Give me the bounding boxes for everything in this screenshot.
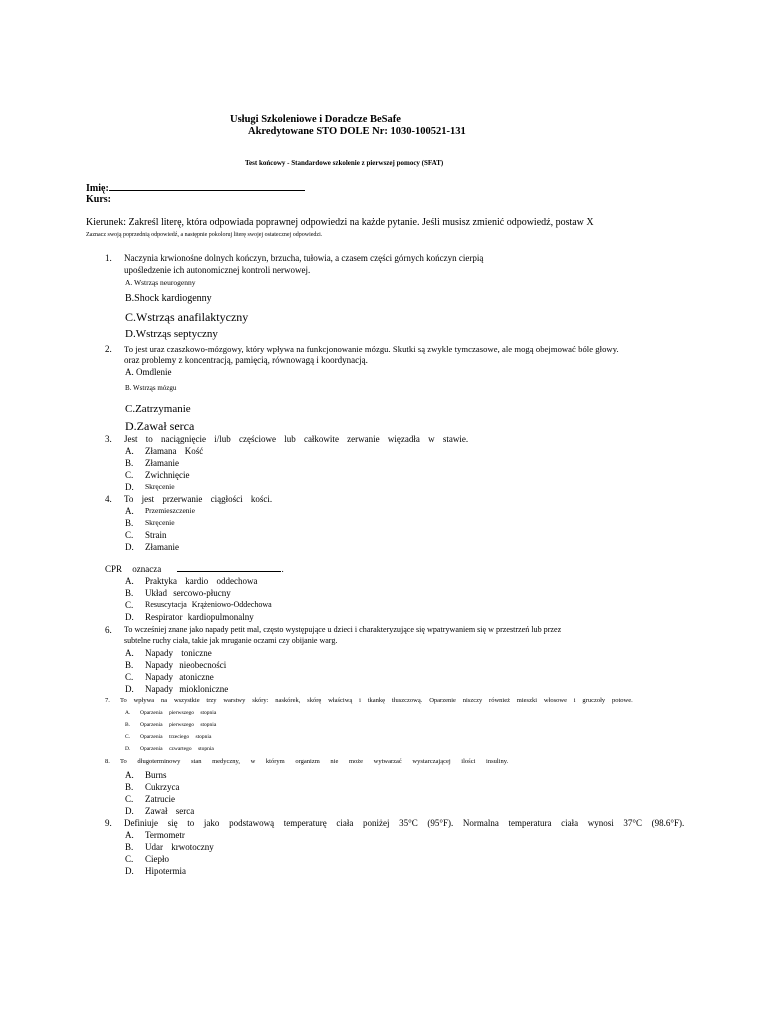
- answer-option[interactable]: Praktyka kardio oddechowa: [145, 576, 258, 586]
- answer-option[interactable]: Skręcenie: [145, 482, 175, 491]
- answer-option[interactable]: B.Shock kardiogenny: [125, 293, 212, 304]
- answer-option[interactable]: Przemieszczenie: [145, 506, 195, 515]
- option-letter: C.: [125, 600, 134, 610]
- instructions-sub: Zaznacz swoją poprzednią odpowiedź, a następnie pokoloruj literę swojej ostatecznej odpowiedzi.: [86, 232, 323, 238]
- answer-option[interactable]: Zawał serca: [145, 806, 195, 816]
- question-number: 9.: [105, 818, 112, 828]
- answer-option[interactable]: Strain: [145, 530, 167, 540]
- answer-option[interactable]: C.Zatrzymanie: [125, 403, 191, 415]
- option-letter: B.: [125, 588, 134, 598]
- answer-option[interactable]: Złamanie: [145, 458, 179, 468]
- answer-option[interactable]: Zwichnięcie: [145, 470, 190, 480]
- answer-option[interactable]: Oparzenia pierwszego stopnia: [140, 722, 217, 728]
- question-number: 3.: [105, 434, 112, 444]
- option-letter: D.: [125, 806, 134, 816]
- accreditation-line: Akredytowane STO DOLE Nr: 1030-100521-131: [248, 126, 466, 137]
- option-letter: D.: [125, 612, 134, 622]
- answer-blank[interactable]: [177, 563, 281, 572]
- question-text-cont: subtelne ruchy ciała, takie jak mruganie oczami czy obijanie warg.: [124, 636, 338, 645]
- question-number: 1.: [105, 253, 112, 263]
- question-text: To wpływa na wszystkie trzy warstwy skóry: naskórek, skórę właściwą i tkankę tłuszczową. Oparzenie niszczy również mieszki włosowe i gruczoły potowe.: [120, 697, 633, 704]
- question-number: 8.: [105, 758, 110, 765]
- answer-option[interactable]: Cukrzyca: [145, 782, 180, 792]
- question-text: Jest to naciągnięcie i/lub częściowe lub całkowite zerwanie więzadła w stawie.: [124, 434, 469, 444]
- answer-option[interactable]: D.Zawał serca: [125, 419, 195, 433]
- question-number: 4.: [105, 494, 112, 504]
- answer-option[interactable]: Resuscytacja Krążeniowo-Oddechowa: [145, 600, 272, 609]
- answer-option[interactable]: D.Wstrząs septyczny: [125, 328, 218, 340]
- answer-option[interactable]: Zatrucie: [145, 794, 175, 804]
- question-text-cont: upośledzenie ich autonomicznej kontroli nerwowej.: [124, 265, 311, 275]
- option-letter: D.: [125, 866, 134, 876]
- option-letter: C.: [125, 854, 134, 864]
- answer-option[interactable]: Napady atoniczne: [145, 672, 214, 682]
- question-text: To długoterminowy stan medyczny, w którym organizm nie może wytwarzać wystarczającej ilości insuliny.: [120, 758, 509, 765]
- answer-option[interactable]: Skręcenie: [145, 518, 175, 527]
- answer-option[interactable]: Oparzenia pierwszego stopnia: [140, 710, 217, 716]
- option-letter: A.: [125, 648, 134, 658]
- option-letter: A.: [125, 506, 134, 516]
- option-letter: C.: [125, 530, 134, 540]
- option-letter: B.: [125, 458, 134, 468]
- question-text: To wcześniej znane jako napady petit mal, często występujące u dzieci i charakteryzujące się wpatrywaniem się w przestrzeń lub przez: [124, 625, 562, 634]
- answer-option[interactable]: Udar krwotoczny: [145, 842, 214, 852]
- question-text: [124, 253, 576, 263]
- answer-option[interactable]: Oparzenia trzeciego stopnia: [140, 734, 212, 740]
- answer-option[interactable]: Respirator kardiopulmonalny: [145, 612, 254, 622]
- option-letter: B.: [125, 782, 134, 792]
- answer-option[interactable]: Złamanie: [145, 542, 179, 552]
- test-title: Test końcowy - Standardowe szkolenie z pierwszej pomocy (SFAT): [245, 159, 444, 167]
- question-number: 2.: [105, 344, 112, 354]
- answer-option[interactable]: Burns: [145, 770, 167, 780]
- option-letter: B.: [125, 660, 134, 670]
- course-label: Kurs:: [86, 194, 111, 205]
- option-letter: C.: [125, 470, 134, 480]
- option-letter: A.: [125, 770, 134, 780]
- answer-option[interactable]: Hipotermia: [145, 866, 186, 876]
- answer-option[interactable]: A. Wstrząs neurogenny: [125, 278, 196, 287]
- answer-option[interactable]: A. Omdlenie: [125, 367, 172, 377]
- answer-option[interactable]: Układ sercowo-płucny: [145, 588, 231, 598]
- question-number: 6.: [105, 625, 112, 635]
- option-letter: D.: [125, 684, 134, 694]
- option-letter: D.: [125, 746, 131, 752]
- option-letter: B.: [125, 518, 134, 528]
- option-letter: D.: [125, 542, 134, 552]
- question-number: 7.: [105, 697, 110, 704]
- answer-option[interactable]: Napady miokloniczne: [145, 684, 229, 694]
- question-line: CPR oznacza: [105, 564, 162, 574]
- answer-option[interactable]: Napady nieobecności: [145, 660, 227, 670]
- name-field[interactable]: [86, 181, 305, 194]
- answer-option[interactable]: Napady toniczne: [145, 648, 212, 658]
- answer-option[interactable]: Ciepło: [145, 854, 169, 864]
- question-text-cont: oraz problemy z koncentracją, pamięcią, równowagą i koordynacją.: [124, 355, 368, 365]
- option-letter: B.: [125, 722, 131, 728]
- name-underline: [109, 181, 305, 191]
- answer-option[interactable]: B. Wstrząs mózgu: [125, 384, 177, 392]
- answer-option[interactable]: Termometr: [145, 830, 185, 840]
- option-letter: C.: [125, 672, 134, 682]
- question-text: To jest przerwanie ciągłości kości.: [124, 494, 273, 504]
- question-text: To jest uraz czaszkowo-mózgowy, który wpływa na funkcjonowanie mózgu. Skutki są zwykle tymczasowe, ale mogą obejmować bóle głowy.: [124, 344, 619, 354]
- option-letter: A.: [125, 830, 134, 840]
- option-letter: B.: [125, 842, 134, 852]
- answer-option[interactable]: C.Wstrząs anafilaktyczny: [125, 310, 249, 324]
- organization-name: Usługi Szkoleniowe i Doradcze BeSafe: [230, 114, 401, 125]
- answer-option[interactable]: Złamana Kość: [145, 446, 204, 456]
- instructions-main: Kierunek: Zakreśl literę, która odpowiada poprawnej odpowiedzi na każde pytanie. Jeśli musisz zmienić odpowiedź, postaw X: [86, 217, 594, 228]
- option-letter: A.: [125, 710, 131, 716]
- option-letter: A.: [125, 446, 134, 456]
- option-letter: D.: [125, 482, 134, 492]
- name-label: Imię:: [86, 183, 109, 194]
- answer-option[interactable]: Oparzenia czwartego stopnia: [140, 746, 214, 752]
- question-text: CPR oznacza .: [105, 564, 284, 574]
- option-letter: C.: [125, 794, 134, 804]
- question-line: Naczynia krwionośne dolnych kończyn, brzucha, tułowia, a czasem części górnych kończyn cierpią: [124, 253, 484, 263]
- question-text: Definiuje się to jako podstawową temperaturę ciała poniżej 35°C (95°F). Normalna temperatura ciała wynosi 37°C (98.6°F).: [124, 818, 685, 828]
- option-letter: A.: [125, 576, 134, 586]
- option-letter: C.: [125, 734, 131, 740]
